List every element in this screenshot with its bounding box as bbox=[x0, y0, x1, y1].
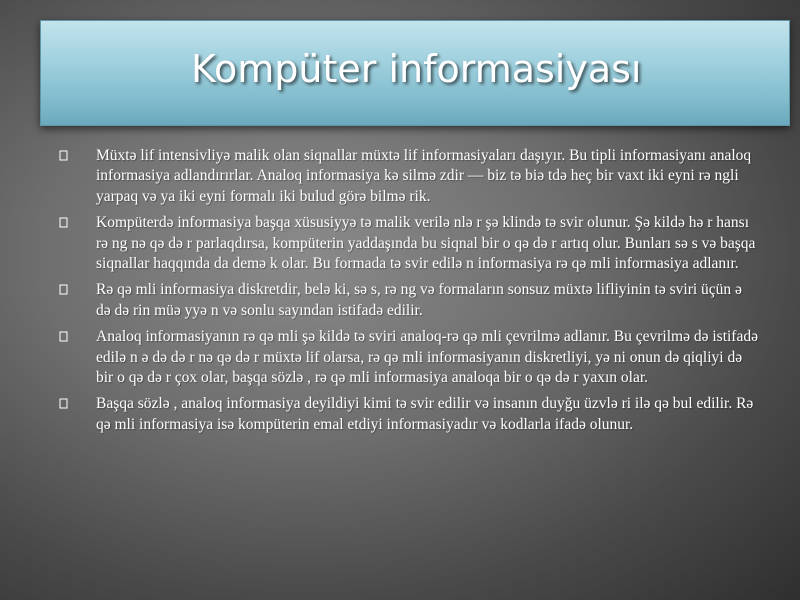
bullet-item bbox=[58, 280, 758, 321]
bullet-text: Başqa sözlə , analoq informasiya deyildiyi kimi tə svir edilir və insanın duyğu üzvlə ri ilə qə bul edilir. Rə qə mli informasiya isə kompüterin emal etdiyi informasiyadır və kodlarla ifadə olunur. bbox=[96, 395, 754, 433]
bullet-glyph-icon bbox=[58, 331, 70, 343]
bullet-glyph-icon bbox=[58, 284, 70, 296]
bullet-item bbox=[58, 146, 758, 207]
slide-title: Kompüter informasiyası bbox=[191, 47, 642, 91]
bullet-text: Müxtə lif intensivliyə malik olan siqnallar müxtə lif informasiyaları daşıyır. Bu tipli informasiyanı analoq informasiya adlandırırlar. Analoq informasiya kə silmə zdir — biz tə biə tdə heç bir vaxt iki eyni rə ngli yarpaq və ya iki eyni formalı iki bulud görə bilmə rik. bbox=[96, 147, 752, 205]
bullet-item bbox=[58, 394, 758, 435]
bullet-glyph-icon bbox=[58, 217, 70, 229]
bullet-item bbox=[58, 327, 758, 388]
bullet-glyph-icon bbox=[58, 398, 70, 410]
bullet-list bbox=[58, 146, 758, 441]
bullet-text: Kompüterdə informasiya başqa xüsusiyyə tə malik verilə nlə r şə klində tə svir olunur. Şə kildə hə r hansı rə ng nə qə də r parlaqdırsa, kompüterin yaddaşında bu siqnal bir o qə də r artıq olur. Bunları sə s və başqa siqnallar haqqında da demə k olar. Bu formada tə svir edilə n informasiya rə qə mli informasiya adlanır. bbox=[96, 214, 756, 273]
bullet-item bbox=[58, 213, 758, 274]
bullet-glyph-icon bbox=[58, 150, 70, 162]
title-banner bbox=[40, 20, 790, 126]
bullet-text: Analoq informasiyanın rə qə mli şə kildə tə sviri analoq-rə qə mli çevrilmə adlanır. Bu çevrilmə də istifadə edilə n ə də də r nə qə də r müxtə lif olarsa, rə qə mli informasiyanın diskretliyi, yə ni onun də qiqliyi də bir o qə də r çox olar, başqa sözlə , rə qə mli informasiya analoqa bir o qə də r yaxın olar. bbox=[96, 328, 758, 387]
bullet-text: Rə qə mli informasiya diskretdir, belə ki, sə s, rə ng və formaların sonsuz müxtə lifliyinin tə sviri üçün ə də də rin müə yyə n və sonlu sayından istifadə edilir. bbox=[96, 281, 742, 319]
